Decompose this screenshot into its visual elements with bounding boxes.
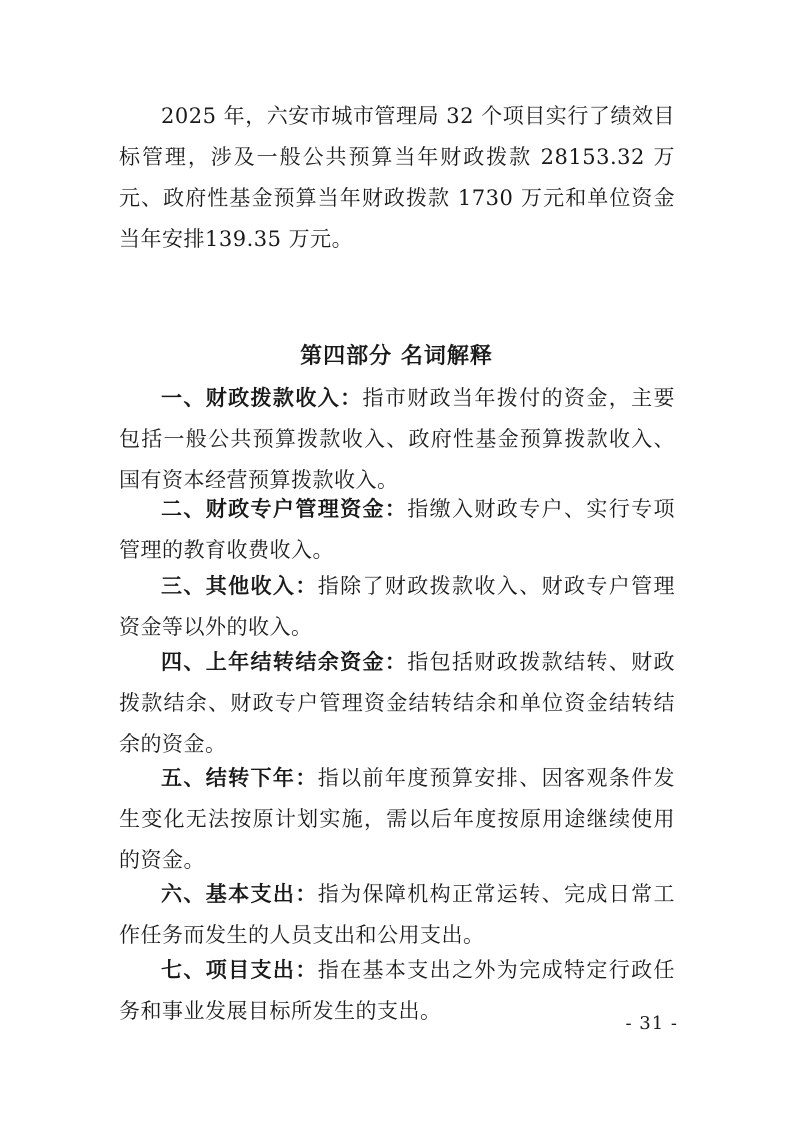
definition-text: 指包括财政拨款结转、财政拨款结余、财政专户管理资金结转结余和单位资金结转结余的资金。 xyxy=(119,650,675,756)
definition-paragraph xyxy=(119,378,675,501)
definition-text: 指在基本支出之外为完成特定行政任务和事业发展目标所发生的支出。 xyxy=(119,958,676,1023)
definition-term: 四、上年结转结余资金： xyxy=(161,650,408,674)
definition-paragraph xyxy=(119,489,675,571)
definition-paragraph xyxy=(119,566,675,648)
definition-text: 指除了财政拨款收入、财政专户管理资金等以外的收入。 xyxy=(119,574,676,639)
definition-paragraph xyxy=(119,758,675,881)
definition-paragraph xyxy=(119,642,675,765)
definition-text: 指为保障机构正常运转、完成日常工作任务而发生的人员支出和公用支出。 xyxy=(119,882,676,947)
intro-paragraph: 2025 年，六安市城市管理局 32 个项目实行了绩效目标管理，涉及一般公共预算当年财政拨款 28153.32 万元、政府性基金预算当年财政拨款 1730 万元和单位资金当年安排139.35 万元。 xyxy=(119,104,675,251)
page-number: - 31 - xyxy=(625,1013,678,1034)
section-title: 第四部分 名词解释 xyxy=(300,344,493,369)
definition-text: 指市财政当年拨付的资金，主要包括一般公共预算拨款收入、政府性基金预算拨款收入、国有资本经营预算拨款收入。 xyxy=(119,386,676,492)
definition-paragraph xyxy=(119,950,675,1032)
definition-term: 三、其他收入： xyxy=(161,574,318,598)
definition-term: 七、项目支出： xyxy=(161,958,318,982)
definition-text: 指缴入财政专户、实行专项管理的教育收费收入。 xyxy=(119,497,675,562)
definition-term: 五、结转下年： xyxy=(161,766,318,790)
definition-paragraph xyxy=(119,874,675,956)
definition-term: 二、财政专户管理资金： xyxy=(161,497,408,521)
definition-term: 六、基本支出： xyxy=(161,882,318,906)
definition-term: 一、财政拨款收入： xyxy=(161,386,363,410)
definition-text: 指以前年度预算安排、因客观条件发生变化无法按原计划实施，需以后年度按原用途继续使用的资金。 xyxy=(119,766,676,872)
